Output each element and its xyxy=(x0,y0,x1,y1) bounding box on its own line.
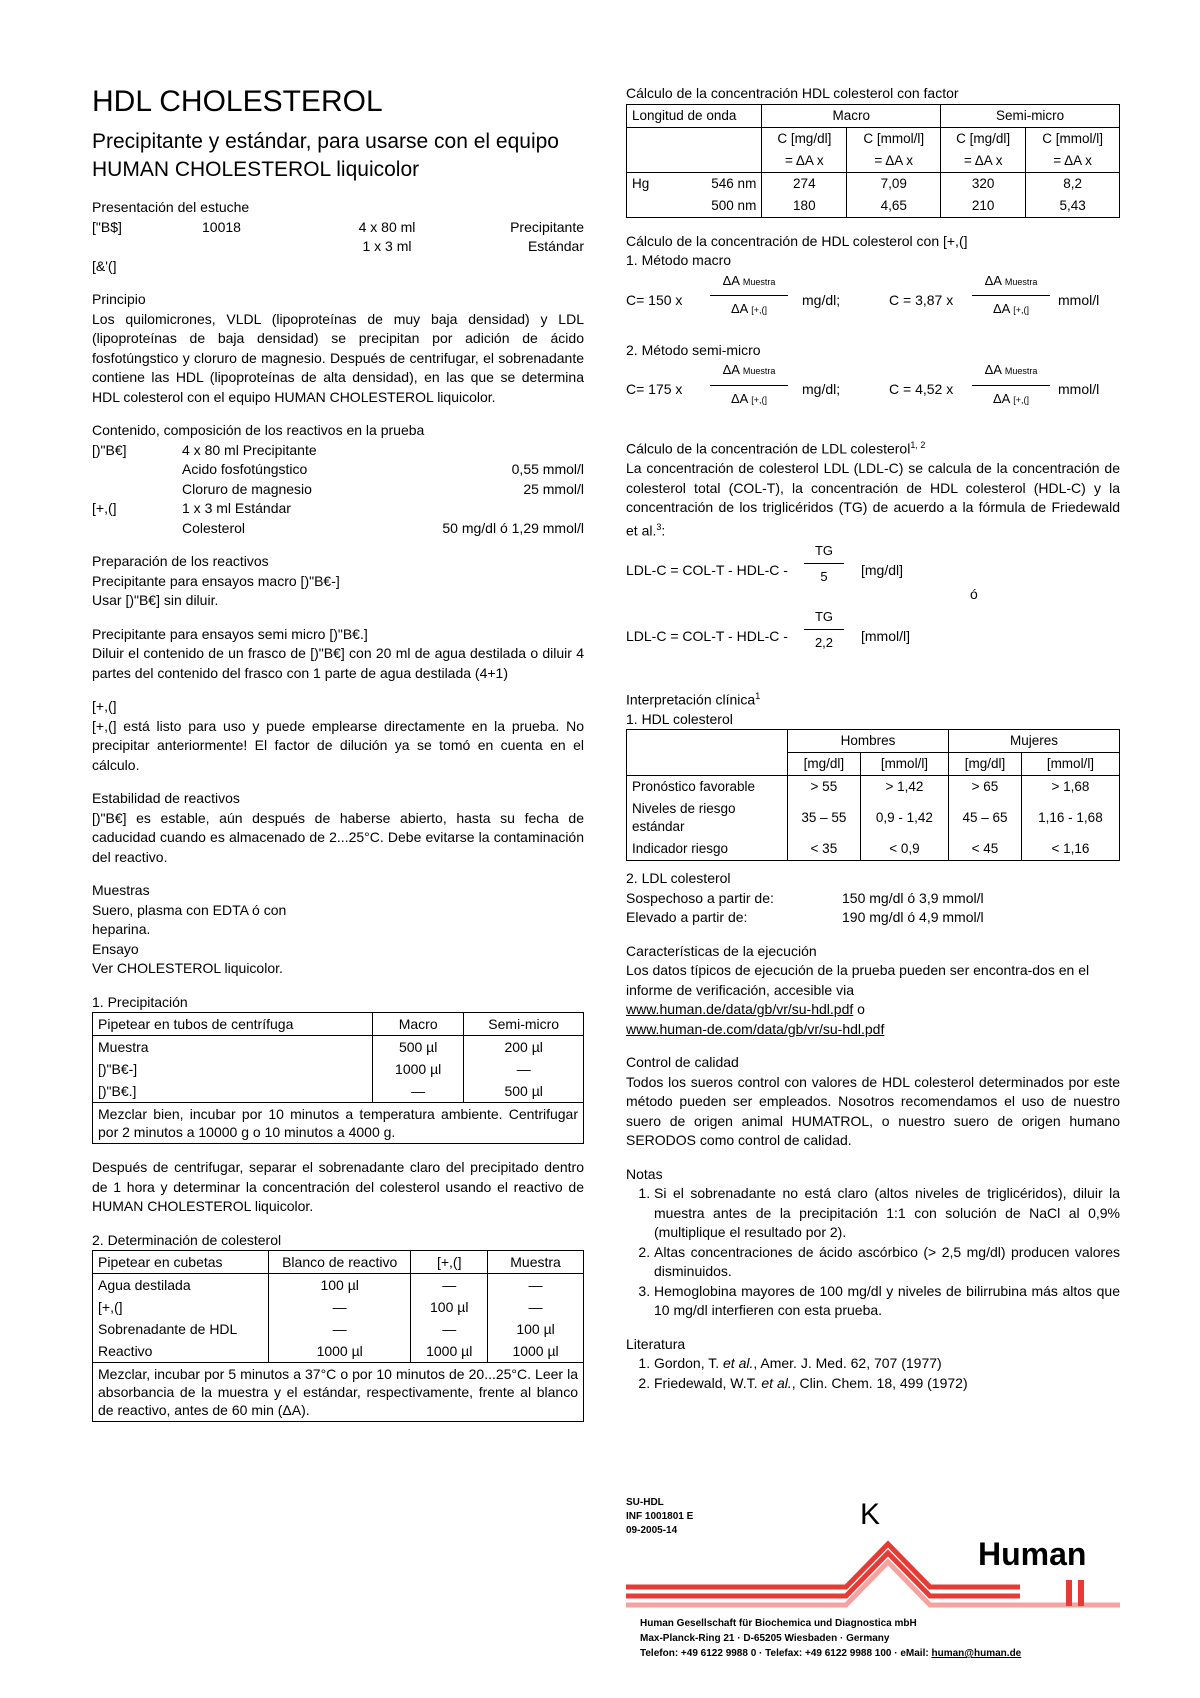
muestras-line-1: Suero, plasma con EDTA ó con xyxy=(92,901,287,918)
interp-hdl-label: 1. HDL colesterol xyxy=(626,710,733,727)
company-address: Human Gesellschaft für Biochemica und Diagnostica mbH Max-Planck-Ring 21 · D-65205 Wiesbaden · Germany Telefon: +49 6122 9988 0 · Telefax: +49 6122 9988 100 · eMail: human@human.de xyxy=(640,1618,1022,1659)
brand-name: Human xyxy=(978,1536,1087,1572)
kit-row-1 xyxy=(92,218,584,238)
verification-link-1[interactable]: www.human.de/data/gb/vr/su-hdl.pdf xyxy=(626,1001,854,1018)
table-row: Pronóstico favorable > 55 > 1,42 > 65 > 1,68 xyxy=(627,776,1120,799)
preparacion-heading: Preparación de los reactivos xyxy=(92,553,269,569)
table-row: Niveles de riesgo estándar 35 – 55 0,9 - 1,42 45 – 65 1,16 - 1,68 xyxy=(627,798,1120,838)
table-header: Blanco de reactivo xyxy=(269,1251,411,1274)
ensayo-text: Ver CHOLESTEROL liquicolor. xyxy=(92,960,283,976)
kit-cat: 10018 xyxy=(202,218,241,235)
calc-macro-label: 1. Método macro xyxy=(626,252,732,268)
language-letter: K xyxy=(860,1498,881,1531)
calc-semi-formulas: C= 175 x ΔA Muestra ΔA [+,(] mg/dl; C = 4,52 x ΔA Muestra ΔA [+,(] mmol/l xyxy=(626,362,1100,406)
ldl-heading: Cálculo de la concentración de LDL colesterol$^{1, 2}$ xyxy=(626,440,926,457)
literatura-heading: Literatura xyxy=(626,1335,686,1352)
table-header: Mujeres xyxy=(949,730,1120,753)
muestras-line-2: heparina. xyxy=(92,921,151,937)
ejecucion-heading: Características de la ejecución xyxy=(626,942,817,959)
table-header: Macro xyxy=(762,104,941,127)
control-text: Todos los sueros control con valores de HDL colesterol determinados por este método pueden ser empleados. Nosotros recomendamos el uso de nuestro suero de origen animal HUMATROL, o nuestro suero de origen humano SERODOS como control de calidad. xyxy=(626,1073,1120,1149)
precipitacion-after: Después de centrifugar, separar el sobrenadante claro del precipitado dentro de 1 hora y determinar la concentración del colesterol usando el reactivo de HUMAN CHOLESTEROL liquicolor. xyxy=(92,1159,584,1214)
preparacion-macro-text: Usar [)"B€] sin diluir. xyxy=(92,592,219,608)
principio-heading: Principio xyxy=(92,291,146,307)
kit-name-2: Estándar xyxy=(527,238,584,254)
ejecucion-links: www.human.de/data/gb/vr/su-hdl.pdf o xyxy=(626,1001,865,1018)
left-column xyxy=(92,84,584,1422)
list-item: 2. Friedewald, W.T. et al., Clin. Chem. 18, 499 (1972) xyxy=(654,1374,1120,1394)
muestras-heading: Muestras xyxy=(92,882,150,898)
table-row: [+,(] — 100 µl — xyxy=(93,1296,584,1318)
table-row: Reactivo 1000 µl 1000 µl 1000 µl xyxy=(93,1340,584,1363)
interp-ldl-label: 2. LDL colesterol xyxy=(626,870,731,887)
preparacion-semi-text: Diluir el contenido de un frasco de [)"B€] con 20 ml de agua destilada o diluir 4 partes del contenido del frasco con 1 parte de agua destilada (4+1) xyxy=(92,645,584,681)
kit-qty-1: 4 x 80 ml xyxy=(358,218,416,235)
email-link[interactable]: human@human.de xyxy=(931,1648,1022,1659)
human-logo xyxy=(626,1530,1120,1610)
preparacion-semi-title: Precipitante para ensayos semi micro [)"B€.] xyxy=(92,625,368,642)
table-row: [)"B€-] 1000 µl — xyxy=(93,1058,584,1080)
verification-link-2[interactable]: www.human-de.com/data/gb/vr/su-hdl.pdf xyxy=(626,1020,885,1037)
precipitacion-note: Mezclar bien, incubar por 10 minutos a temperatura ambiente. Centrifugar por 2 minutos a 10000 g o 10 minutos a 4000 g. xyxy=(93,1103,584,1144)
table-header: Pipetear en tubos de centrífuga xyxy=(93,1013,373,1036)
page-subtitle: Precipitante y estándar, para usarse con el equipo HUMAN CHOLESTEROL liquicolor xyxy=(92,130,559,181)
page-title: HDL CHOLESTEROL xyxy=(92,85,383,118)
notas-list xyxy=(626,1184,1120,1321)
ensayo-heading: Ensayo xyxy=(92,940,139,957)
table-row: Indicador riesgo < 35 < 0,9 < 45 < 1,16 xyxy=(627,838,1120,861)
ejecucion-text: Los datos típicos de ejecución de la prueba pueden ser encontra-dos en el informe de verificación, accesible via xyxy=(626,962,1090,998)
table-row: Hg 546 nm 274 7,09 320 8,2 xyxy=(627,172,1120,195)
kit-row-2 xyxy=(92,237,584,257)
table-header: Hombres xyxy=(788,730,949,753)
calc-macro-formulas: C= 150 x ΔA Muestra ΔA [+,(] mg/dl; C = 3,87 x ΔA Muestra ΔA [+,(] mmol/l xyxy=(626,272,1100,316)
precipitacion-table xyxy=(92,1012,584,1144)
table-header: [+,(] xyxy=(411,1251,488,1274)
interp-heading: Interpretación clínica$^1$ xyxy=(626,690,761,708)
table-header: Semi-micro xyxy=(941,104,1120,127)
contenido-row: [)"B€] 4 x 80 ml Precipitante xyxy=(92,441,317,458)
list-item: 2. Altas concentraciones de ácido ascórbico (> 2,5 mg/dl) producen valores disminuidos. xyxy=(654,1243,1120,1282)
list-item: 1. Si el sobrenadante no está claro (altos niveles de triglicéridos), diluir la muestra antes de la precipitación 1:1 con solución de NaCl al 0,9% (multiplique el resultado por 2). xyxy=(654,1184,1120,1243)
estabilidad-heading: Estabilidad de reactivos xyxy=(92,790,240,806)
literatura-list xyxy=(626,1354,1120,1393)
table-row: 500 nm 180 4,65 210 5,43 xyxy=(627,195,1120,218)
precipitacion-heading: 1. Precipitación xyxy=(92,993,188,1010)
table-header: Macro xyxy=(372,1013,463,1036)
ldl-text: La concentración de colesterol LDL (LDL-C) se calcula de la concentración de colesterol total (COL-T), la concentración de HDL colesterol (HDL-C) y la concentración de los triglicéridos (TG) de acuerdo a la fórmula de Friedewald et al.$^3$: xyxy=(626,460,1120,539)
right-column xyxy=(626,84,1120,1393)
factor-heading: Cálculo de la concentración HDL colesterol con factor xyxy=(626,85,959,101)
contenido-row: Acido fosfotúngstico 0,55 mmol/l xyxy=(182,461,584,477)
determinacion-note: Mezclar, incubar por 5 minutos a 37°C o por 10 minutos de 20...25°C. Leer la absorbancia de la muestra y el estándar, respectivamente, frente al blanco de reactivo, antes de 60 min (ΔA). xyxy=(93,1363,584,1422)
table-header: Semi-micro xyxy=(464,1013,584,1036)
table-row: Sobrenadante de HDL — — 100 µl xyxy=(93,1318,584,1340)
kit-name-1: Precipitante xyxy=(510,218,584,235)
kit-heading: Presentación del estuche xyxy=(92,199,250,215)
contenido-row: [+,(] 1 x 3 ml Estándar xyxy=(92,500,291,516)
contenido-heading: Contenido, composición de los reactivos en la prueba xyxy=(92,422,425,438)
kit-code-label: ["B$] xyxy=(92,218,122,235)
table-header: Longitud de onda xyxy=(627,104,762,127)
preparacion-std-text: [+,(] está listo para uso y puede emplearse directamente en la prueba. No precipitar anteriormente! El factor de dilución ya se tomó en cuenta en el cálculo. xyxy=(92,717,584,773)
principio-text: Los quilomicrones, VLDL (lipoproteínas de muy baja densidad) y LDL (lipoproteínas de baja densidad) se precipitan por adición de ácido fosfotúngstico y cloruro de magnesio. Después de centrifugar, el sobrenadante contiene las HDL (lipoproteínas de alta densidad), en las que se determina HDL colesterol con el equipo HUMAN CHOLESTEROL liquicolor. xyxy=(92,310,584,405)
preparacion-macro-title: Precipitante para ensayos macro [)"B€-] xyxy=(92,572,340,589)
calc-semi-label: 2. Método semi-micro xyxy=(626,341,761,358)
determinacion-heading: 2. Determinación de colesterol xyxy=(92,1231,282,1248)
control-heading: Control de calidad xyxy=(626,1054,739,1071)
estabilidad-text: [)"B€] es estable, aún después de haberse abierto, hasta su fecha de caducidad cuando es almacenado de 2...25°C. Debe evitarse la contaminación del reactivo. xyxy=(92,809,584,865)
list-item: 3. Hemoglobina mayores de 100 mg/dl y niveles de bilirrubina más altos que 10 mg/dl interfieren con esta prueba. xyxy=(654,1282,1120,1321)
table-header: Muestra xyxy=(488,1251,584,1274)
kit-qty-2: 1 x 3 ml xyxy=(362,238,412,254)
list-item: 1. Gordon, T. et al., Amer. J. Med. 62, 707 (1977) xyxy=(654,1354,1120,1374)
document-codes: SU-HDL INF 1001801 E 09-2005-14 xyxy=(626,1497,694,1536)
table-row: Agua destilada 100 µl — — xyxy=(93,1274,584,1297)
contenido-row: Cloruro de magnesio 25 mmol/l xyxy=(182,480,584,497)
contenido-row: Colesterol 50 mg/dl ó 1,29 mmol/l xyxy=(182,519,584,536)
contenido-list xyxy=(92,441,584,539)
ldl-thresholds: Sospechoso a partir de: 150 mg/dl ó 3,9 mmol/l Elevado a partir de: 190 mg/dl ó 4,9 mmol/l xyxy=(626,889,984,926)
ldl-formulas: LDL-C = COL-T - HDL-C - TG 5 [mg/dl] ó LDL-C = COL-T - HDL-C - TG 2,2 [mmol/l] xyxy=(626,542,978,651)
interp-table: Hombres Mujeres [mg/dl] [mmol/l] [mg/dl] [mmol/l] Pronóstico favorable > 55 > 1,42 > 65 > 1,68 Niveles de riesgo estándar 35 – 55 0,9 - 1,42 45 – 65 1,16 - 1,68 Indicador riesgo < 35 < 0,9 < 45 < 1,16 xyxy=(626,729,1120,861)
preparacion-std-code: [+,(] xyxy=(92,698,117,714)
calc-std-heading: Cálculo de la concentración de HDL colesterol con [+,(] xyxy=(626,232,968,249)
determinacion-table xyxy=(92,1250,584,1422)
kit-ivd: [&'(] xyxy=(92,257,117,274)
factor-table: Longitud de onda Macro Semi-micro C [mg/dl] C [mmol/l] C [mg/dl] C [mmol/l] = ΔA x = ΔA x = ΔA x = ΔA x Hg 546 nm 274 7,09 320 8,2 500 nm 180 4,65 210 5,43 xyxy=(626,104,1120,218)
table-header: Pipetear en cubetas xyxy=(93,1251,269,1274)
notas-heading: Notas xyxy=(626,1165,663,1182)
table-row: Muestra 500 µl 200 µl xyxy=(93,1036,584,1059)
table-row: [)"B€.] — 500 µl xyxy=(93,1080,584,1103)
